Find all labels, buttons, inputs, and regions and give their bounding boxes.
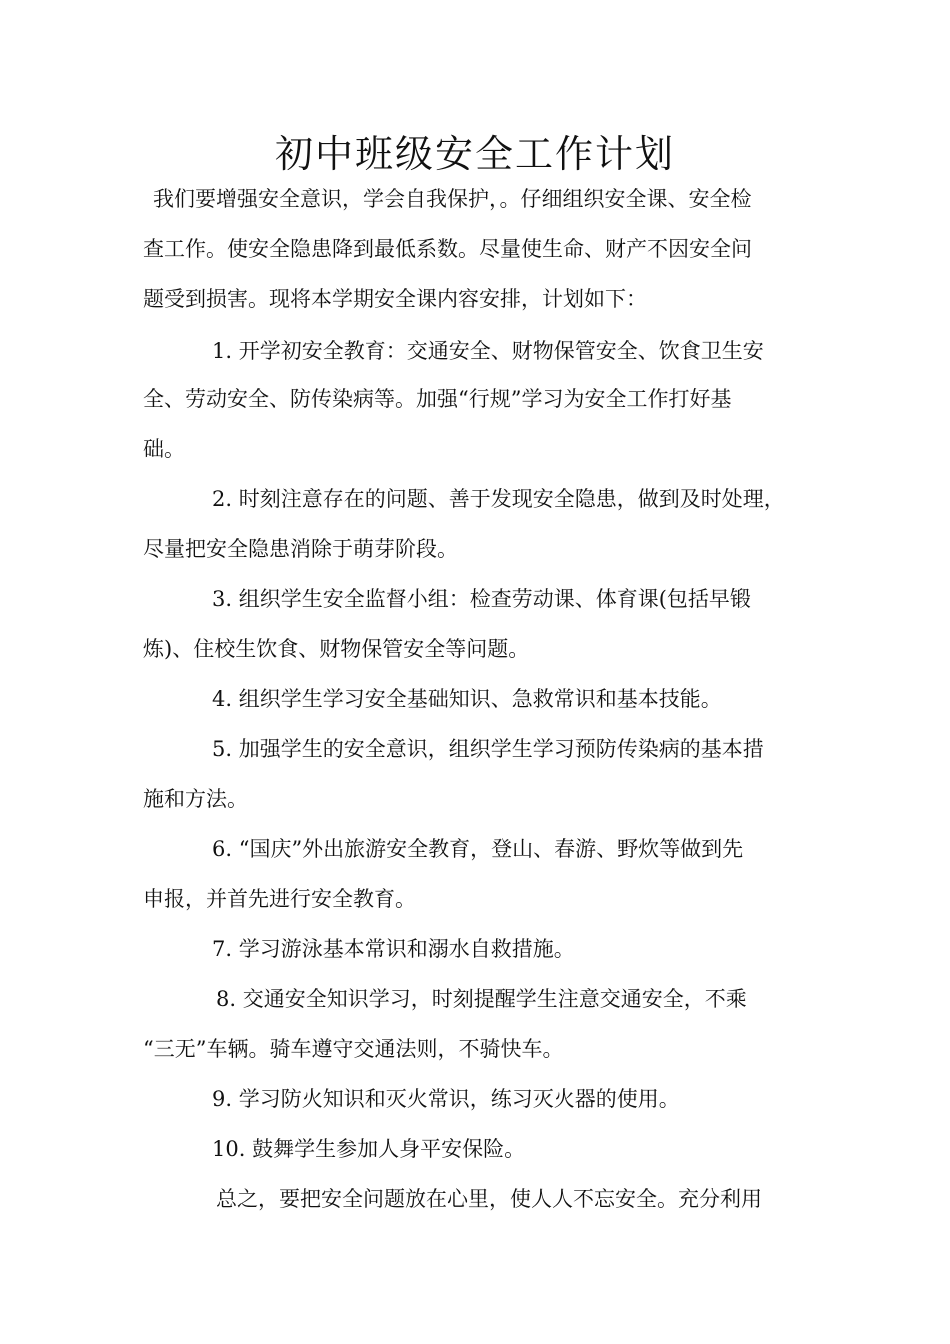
list-item-line: 1. 开学初安全教育：交通安全、财物保管安全、饮食卫生安 [212,339,764,363]
paragraph-line: 查工作。使安全隐患降到最低系数。尽量使生命、财产不因安全问 [143,237,752,261]
list-item-line: 础。 [143,437,185,461]
list-item-line: “三无”车辆。骑车遵守交通法则，不骑快车。 [143,1037,564,1061]
paragraph-line: 我们要增强安全意识，学会自我保护，。仔细组织安全课、安全检 [153,187,752,211]
list-item-line: 3. 组织学生安全监督小组：检查劳动课、体育课(包括早锻 [212,587,751,611]
list-item-line: 4. 组织学生学习安全基础知识、急救常识和基本技能。 [212,687,722,711]
list-item-line: 8. 交通安全知识学习，时刻提醒学生注意交通安全，不乘 [216,987,747,1011]
list-item-line: 10. 鼓舞学生参加人身平安保险。 [212,1137,526,1161]
list-item-line: 申报，并首先进行安全教育。 [143,887,416,911]
list-item-line: 全、劳动安全、防传染病等。加强“行规”学习为安全工作打好基 [143,387,732,411]
list-item-line: 施和方法。 [143,787,248,811]
paragraph-line: 题受到损害。现将本学期安全课内容安排，计划如下： [143,287,647,311]
list-item-line: 2. 时刻注意存在的问题、善于发现安全隐患，做到及时处理， [212,487,785,511]
list-item-line: 5. 加强学生的安全意识，组织学生学习预防传染病的基本措 [212,737,764,761]
list-item-line: 炼)、住校生饮食、财物保管安全等问题。 [143,637,530,661]
document-title: 初中班级安全工作计划 [274,132,675,176]
list-item-line: 7. 学习游泳基本常识和溺水自救措施。 [212,937,575,961]
list-item-line: 9. 学习防火知识和灭火常识，练习灭火器的使用。 [212,1087,680,1111]
paragraph-line: 总之，要把安全问题放在心里，使人人不忘安全。充分利用 [216,1187,762,1211]
list-item-line: 尽量把安全隐患消除于萌芽阶段。 [143,537,458,561]
list-item-line: 6. “国庆”外出旅游安全教育，登山、春游、野炊等做到先 [212,837,744,861]
